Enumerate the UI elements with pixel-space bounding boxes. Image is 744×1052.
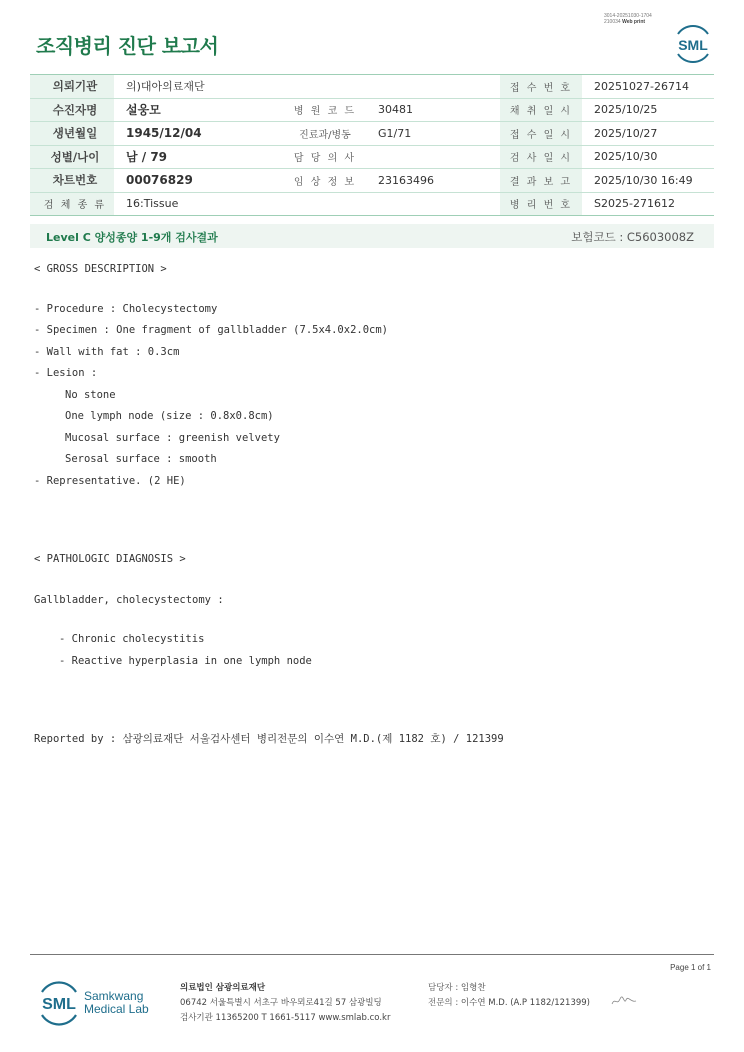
label-accession-number: 접 수 번 호 — [500, 75, 582, 99]
info-row — [30, 122, 714, 146]
gross-lesion: - Lesion : — [34, 367, 98, 379]
label-birth-date: 생년월일 — [30, 122, 114, 146]
value-physician — [366, 145, 500, 169]
label-receipt-date: 접 수 일 시 — [500, 122, 582, 146]
lesion-stone: No stone — [65, 389, 116, 401]
label-referring-institution: 의뢰기관 — [30, 75, 114, 99]
value-result-report: 2025/10/30 16:49 — [582, 169, 714, 193]
label-physician: 담 당 의 사 — [284, 145, 366, 169]
specialist-name: 이수연 M.D. (A.P 1182/121399) — [460, 998, 590, 1008]
print-meta-id: 3014-20251030-1704 — [604, 13, 652, 19]
info-row — [30, 192, 714, 216]
label-test-date: 검 사 일 시 — [500, 145, 582, 169]
label-department-ward: 진료과/병동 — [284, 122, 366, 146]
label-result-report: 결 과 보 고 — [500, 169, 582, 193]
sml-logo-mark — [36, 978, 82, 1028]
value-hospital-code: 30481 — [366, 98, 500, 122]
lesion-serosal-surface: Serosal surface : smooth — [65, 453, 217, 465]
value-clinical-info: 23163496 — [366, 169, 500, 193]
print-meta-sub: 210034 Web print — [604, 19, 646, 25]
org-contact: 검사기관 11365200 T 1661-5117 www.smlab.co.kr — [180, 1013, 391, 1023]
footer-address — [180, 981, 390, 1026]
value-receipt-date: 2025/10/27 — [582, 122, 714, 146]
label-sex-age: 성별/나이 — [30, 145, 114, 169]
value-collection-date: 2025/10/25 — [582, 98, 714, 122]
value-referring-institution: 의)대아의료재단 — [114, 75, 500, 99]
value-birth-date: 1945/12/04 — [114, 122, 284, 146]
diagnosis-item: - Chronic cholecystitis — [59, 633, 205, 645]
value-chart-number: 00076829 — [114, 169, 284, 193]
manager-name: 임형찬 — [460, 983, 486, 993]
gross-specimen: - Specimen : One fragment of gallbladder (7.5x4.0x2.0cm) — [34, 324, 389, 336]
label-specimen-type: 검 체 종 류 — [30, 192, 114, 216]
label-chart-number: 차트번호 — [30, 169, 114, 193]
value-department-ward: G1/71 — [366, 122, 500, 146]
value-specimen-type: 16:Tissue — [114, 192, 500, 216]
page-number: Page 1 of 1 — [670, 963, 711, 972]
info-row — [30, 98, 714, 122]
patient-info-table — [30, 74, 714, 216]
info-row — [30, 75, 714, 99]
insurance-code: 보험코드 : C5603008Z — [571, 230, 694, 244]
gross-heading: < GROSS DESCRIPTION > — [34, 263, 167, 275]
svg-text:SML: SML — [678, 37, 708, 53]
value-sex-age: 남 / 79 — [114, 145, 284, 169]
gross-procedure: - Procedure : Cholecystectomy — [34, 303, 218, 315]
label-hospital-code: 병 원 코 드 — [284, 98, 366, 122]
diagnosis-item: - Reactive hyperplasia in one lymph node — [59, 655, 312, 667]
value-accession-number: 20251027-26714 — [582, 75, 714, 99]
label-collection-date: 채 취 일 시 — [500, 98, 582, 122]
diagnosis-organ: Gallbladder, cholecystectomy : — [34, 594, 224, 606]
footer-divider — [30, 954, 714, 955]
org-address: 06742 서울특별시 서초구 바우뫼로41길 57 삼광빌딩 — [180, 998, 382, 1008]
signature — [611, 995, 637, 1007]
label-patient-name: 수진자명 — [30, 98, 114, 122]
gross-representative: - Representative. (2 HE) — [34, 475, 186, 487]
diagnosis-heading: < PATHOLOGIC DIAGNOSIS > — [34, 553, 186, 565]
info-row — [30, 169, 714, 193]
value-test-date: 2025/10/30 — [582, 145, 714, 169]
specialist-label: 전문의 : — [428, 998, 459, 1008]
label-pathology-number: 병 리 번 호 — [500, 192, 582, 216]
page-title: 조직병리 진단 보고서 — [36, 34, 219, 58]
test-name: Level C 양성종양 1-9개 검사결과 — [46, 231, 218, 244]
value-pathology-number: S2025-271612 — [582, 192, 714, 216]
org-name: 의료법인 삼광의료재단 — [180, 983, 266, 993]
svg-text:SML: SML — [42, 996, 76, 1013]
sml-logo — [672, 24, 714, 64]
value-patient-name: 설웅모 — [114, 98, 284, 122]
test-result-bar — [30, 224, 714, 248]
label-clinical-info: 임 상 정 보 — [284, 169, 366, 193]
gross-wall: - Wall with fat : 0.3cm — [34, 346, 180, 358]
reported-by: Reported by : 삼광의료재단 서울검사센터 병리전문의 이수연 M.D.(제 1182 호) / 121399 — [34, 733, 504, 745]
print-meta — [604, 13, 652, 25]
footer-staff — [428, 981, 590, 1011]
manager-label: 담당자 : — [428, 983, 459, 993]
lesion-lymph-node: One lymph node (size : 0.8x0.8cm) — [65, 410, 274, 422]
lesion-mucosal-surface: Mucosal surface : greenish velvety — [65, 432, 280, 444]
info-row — [30, 145, 714, 169]
footer-logo — [36, 978, 156, 1028]
lab-name: Samkwang Medical Lab — [84, 989, 149, 1016]
